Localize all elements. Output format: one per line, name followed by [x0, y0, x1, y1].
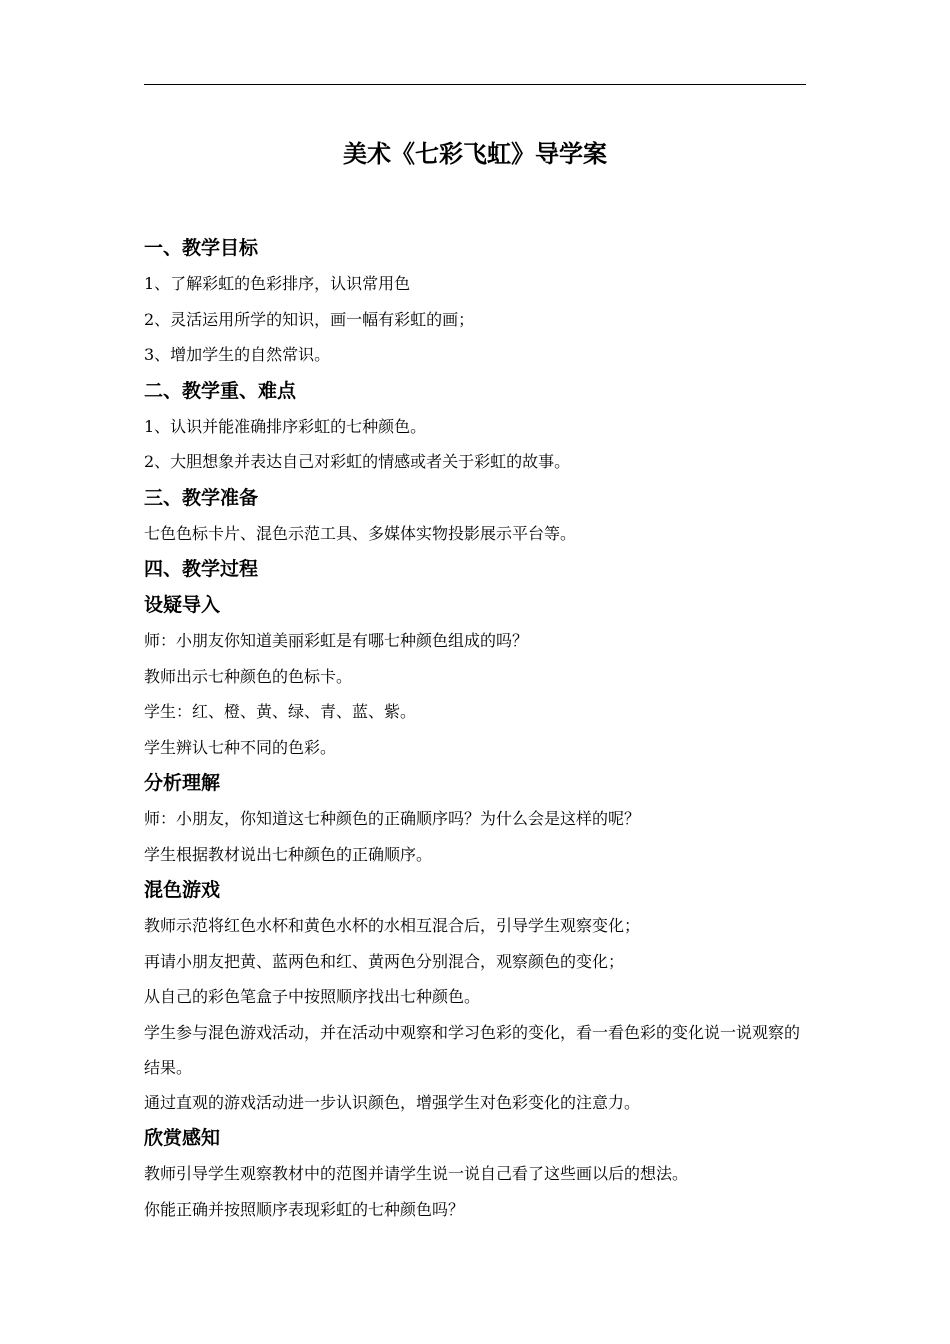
intro-item: 教师出示七种颜色的色标卡。	[144, 666, 353, 686]
appreciation-item: 教师引导学生观察教材中的范图并请学生说一说自己看了这些画以后的想法。	[144, 1164, 689, 1183]
subsection-heading-analysis: 分析理解	[144, 772, 221, 794]
intro-item: 学生：红、橙、黄、绿、青、蓝、紫。	[144, 702, 417, 721]
goal-item: 1、了解彩虹的色彩排序，认识常用色	[144, 274, 411, 293]
appreciation-item: 你能正确并按照顺序表现彩虹的七种颜色吗？	[144, 1199, 465, 1219]
subsection-heading-intro: 设疑导入	[144, 594, 221, 616]
key-point-item: 1、认识并能准确排序彩虹的七种颜色。	[144, 416, 427, 436]
mixing-game-item: 教师示范将红色水杯和黄色水杯的水相互混合后，引导学生观察变化；	[144, 916, 641, 935]
section-heading-goals: 一、教学目标	[144, 237, 259, 259]
page-title: 美术《七彩飞虹》导学案	[343, 140, 607, 168]
analysis-item: 学生根据教材说出七种颜色的正确顺序。	[144, 844, 433, 864]
mixing-game-item: 从自己的彩色笔盒子中按照顺序找出七种颜色。	[144, 987, 481, 1006]
mixing-game-item: 通过直观的游戏活动进一步认识颜色，增强学生对色彩变化的注意力。	[144, 1092, 641, 1112]
document-body	[144, 128, 806, 1227]
goal-item: 2、灵活运用所学的知识，画一幅有彩虹的画；	[144, 309, 475, 329]
goal-item: 3、增加学生的自然常识。	[144, 345, 331, 364]
header-rule	[144, 84, 806, 85]
section-heading-key-points: 二、教学重、难点	[144, 379, 297, 402]
preparation-item: 七色色标卡片、混色示范工具、多媒体实物投影展示平台等。	[144, 523, 577, 543]
analysis-item: 师：小朋友，你知道这七种颜色的正确顺序吗？为什么会是这样的呢？	[144, 809, 641, 828]
key-point-item: 2、大胆想象并表达自己对彩虹的情感或者关于彩虹的故事。	[144, 452, 571, 471]
intro-item: 学生辨认七种不同的色彩。	[144, 737, 337, 757]
subsection-heading-appreciation: 欣赏感知	[144, 1127, 221, 1149]
mixing-game-item: 学生参与混色游戏活动，并在活动中观察和学习色彩的变化，看一看色彩的变化说一说观察的结果。	[144, 1022, 801, 1077]
section-heading-preparation: 三、教学准备	[144, 486, 259, 509]
mixing-game-item: 再请小朋友把黄、蓝两色和红、黄两色分别混合，观察颜色的变化；	[144, 951, 625, 971]
subsection-heading-mixing-game: 混色游戏	[144, 879, 221, 901]
intro-item: 师：小朋友你知道美丽彩虹是有哪七种颜色组成的吗？	[144, 631, 529, 650]
section-heading-process: 四、教学过程	[144, 558, 259, 580]
